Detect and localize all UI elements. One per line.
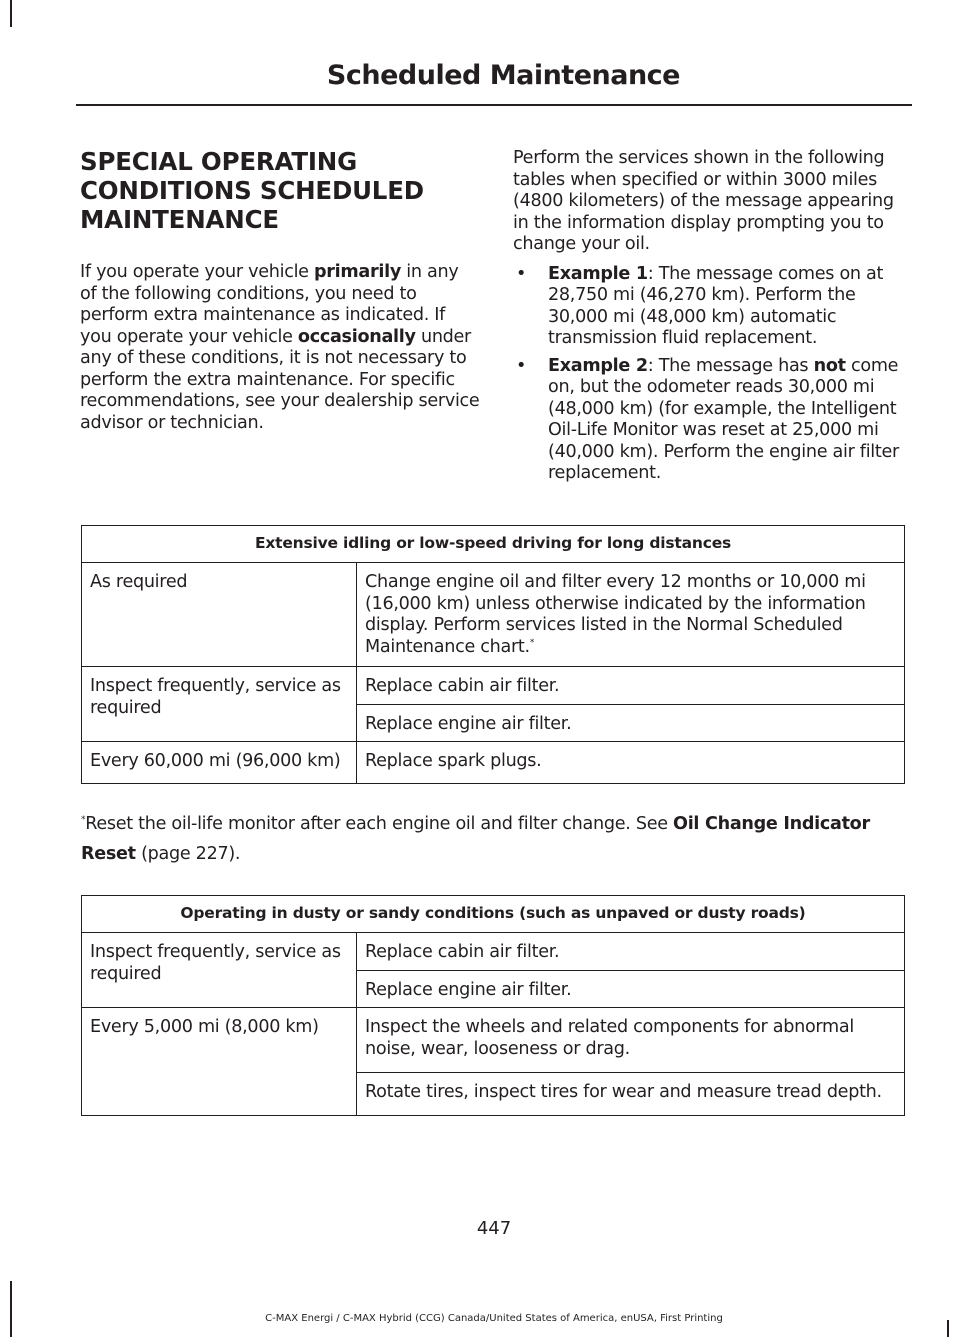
footnote-mark: * — [529, 637, 535, 648]
section-heading-line: SPECIAL OPERATING — [80, 147, 358, 176]
page-header-title: Scheduled Maintenance — [326, 60, 680, 91]
table-row — [82, 933, 905, 971]
footer-text: C-MAX Energi / C-MAX Hybrid (CCG) Canada/United States of America, enUSA, First Printing — [265, 1313, 723, 1324]
example-label: Example 1 — [548, 263, 648, 284]
section-heading — [80, 147, 480, 234]
right-column — [513, 148, 908, 485]
example-text: come on, but the odometer reads 30,000 mi (48,000 km) (for example, the Intelligent Oil-Life Monitor was reset at 25,000 mi (40,000 km). Perform the engine air filter replacement. — [548, 355, 899, 483]
idling-maintenance-table — [81, 525, 905, 784]
example-bullet — [513, 264, 908, 350]
bullet-icon: • — [516, 355, 527, 376]
interval-cell: Every 60,000 mi (96,000 km) — [82, 742, 357, 784]
header-rule — [76, 104, 912, 106]
intro-text: in any of the following conditions, you need to perform extra maintenance as indicated. If you operate your vehicle — [80, 262, 459, 347]
example-label: Example 2 — [548, 355, 648, 376]
action-cell: Replace cabin air filter. — [357, 667, 905, 705]
example-text: : The message has — [647, 355, 814, 376]
footnote-link[interactable]: Oil Change Indicator Reset — [81, 814, 870, 864]
table-row — [82, 1008, 905, 1073]
interval-cell: Every 5,000 mi (8,000 km) — [82, 1008, 357, 1116]
footnote-page-ref: (page 227). — [135, 844, 241, 864]
action-cell: Replace engine air filter. — [357, 704, 905, 742]
table-title: Extensive idling or low-speed driving for long distances — [82, 526, 905, 563]
action-cell: Replace cabin air filter. — [357, 933, 905, 971]
crop-mark — [10, 1281, 12, 1337]
section-heading-line: CONDITIONS SCHEDULED — [80, 176, 424, 205]
example-text: : The message comes on at 28,750 mi (46,270 km). Perform the 30,000 mi (48,000 km) automatic transmission fluid replacement. — [548, 263, 884, 348]
action-text: Change engine oil and filter every 12 months or 10,000 mi (16,000 km) unless otherwise indicated by the information display. Perform services listed in the Normal Scheduled Maintenance chart. — [365, 572, 866, 657]
action-cell: Inspect the wheels and related components for abnormal noise, wear, looseness or drag. — [357, 1008, 905, 1073]
left-column — [80, 147, 480, 434]
table-row — [82, 742, 905, 784]
intro-text: under any of these conditions, it is not necessary to perform the extra maintenance. For specific recommendations, see your dealership service advisor or technician. — [80, 326, 480, 433]
perform-paragraph: Perform the services shown in the following tables when specified or within 3000 miles (4800 kilometers) of the message appearing in the information display prompting you to change your oil. — [513, 148, 894, 254]
section-heading-line: MAINTENANCE — [80, 205, 279, 234]
action-cell: Replace spark plugs. — [357, 742, 905, 784]
interval-cell: Inspect frequently, service as required — [82, 667, 357, 742]
table-title: Operating in dusty or sandy conditions (such as unpaved or dusty roads) — [82, 896, 905, 933]
page-number: 447 — [476, 1218, 512, 1239]
action-cell: Rotate tires, inspect tires for wear and measure tread depth. — [357, 1073, 905, 1116]
intro-bold-occasionally: occasionally — [297, 326, 416, 347]
example-bold-not: not — [813, 355, 846, 376]
table-row — [82, 667, 905, 705]
crop-mark — [10, 0, 12, 27]
interval-cell: Inspect frequently, service as required — [82, 933, 357, 1008]
footnote-mark: * — [81, 815, 86, 826]
footnote — [81, 809, 901, 869]
intro-bold-primarily: primarily — [314, 262, 402, 282]
intro-text: If you operate your vehicle — [80, 262, 314, 282]
bullet-icon: • — [516, 263, 527, 284]
footnote-text: Reset the oil-life monitor after each engine oil and filter change. See — [85, 814, 674, 834]
intro-paragraph — [80, 262, 480, 434]
action-cell — [357, 563, 905, 667]
example-bullet — [513, 356, 908, 485]
table-row — [82, 563, 905, 667]
dusty-maintenance-table — [81, 895, 905, 1116]
action-cell: Replace engine air filter. — [357, 970, 905, 1008]
interval-cell: As required — [82, 563, 357, 667]
